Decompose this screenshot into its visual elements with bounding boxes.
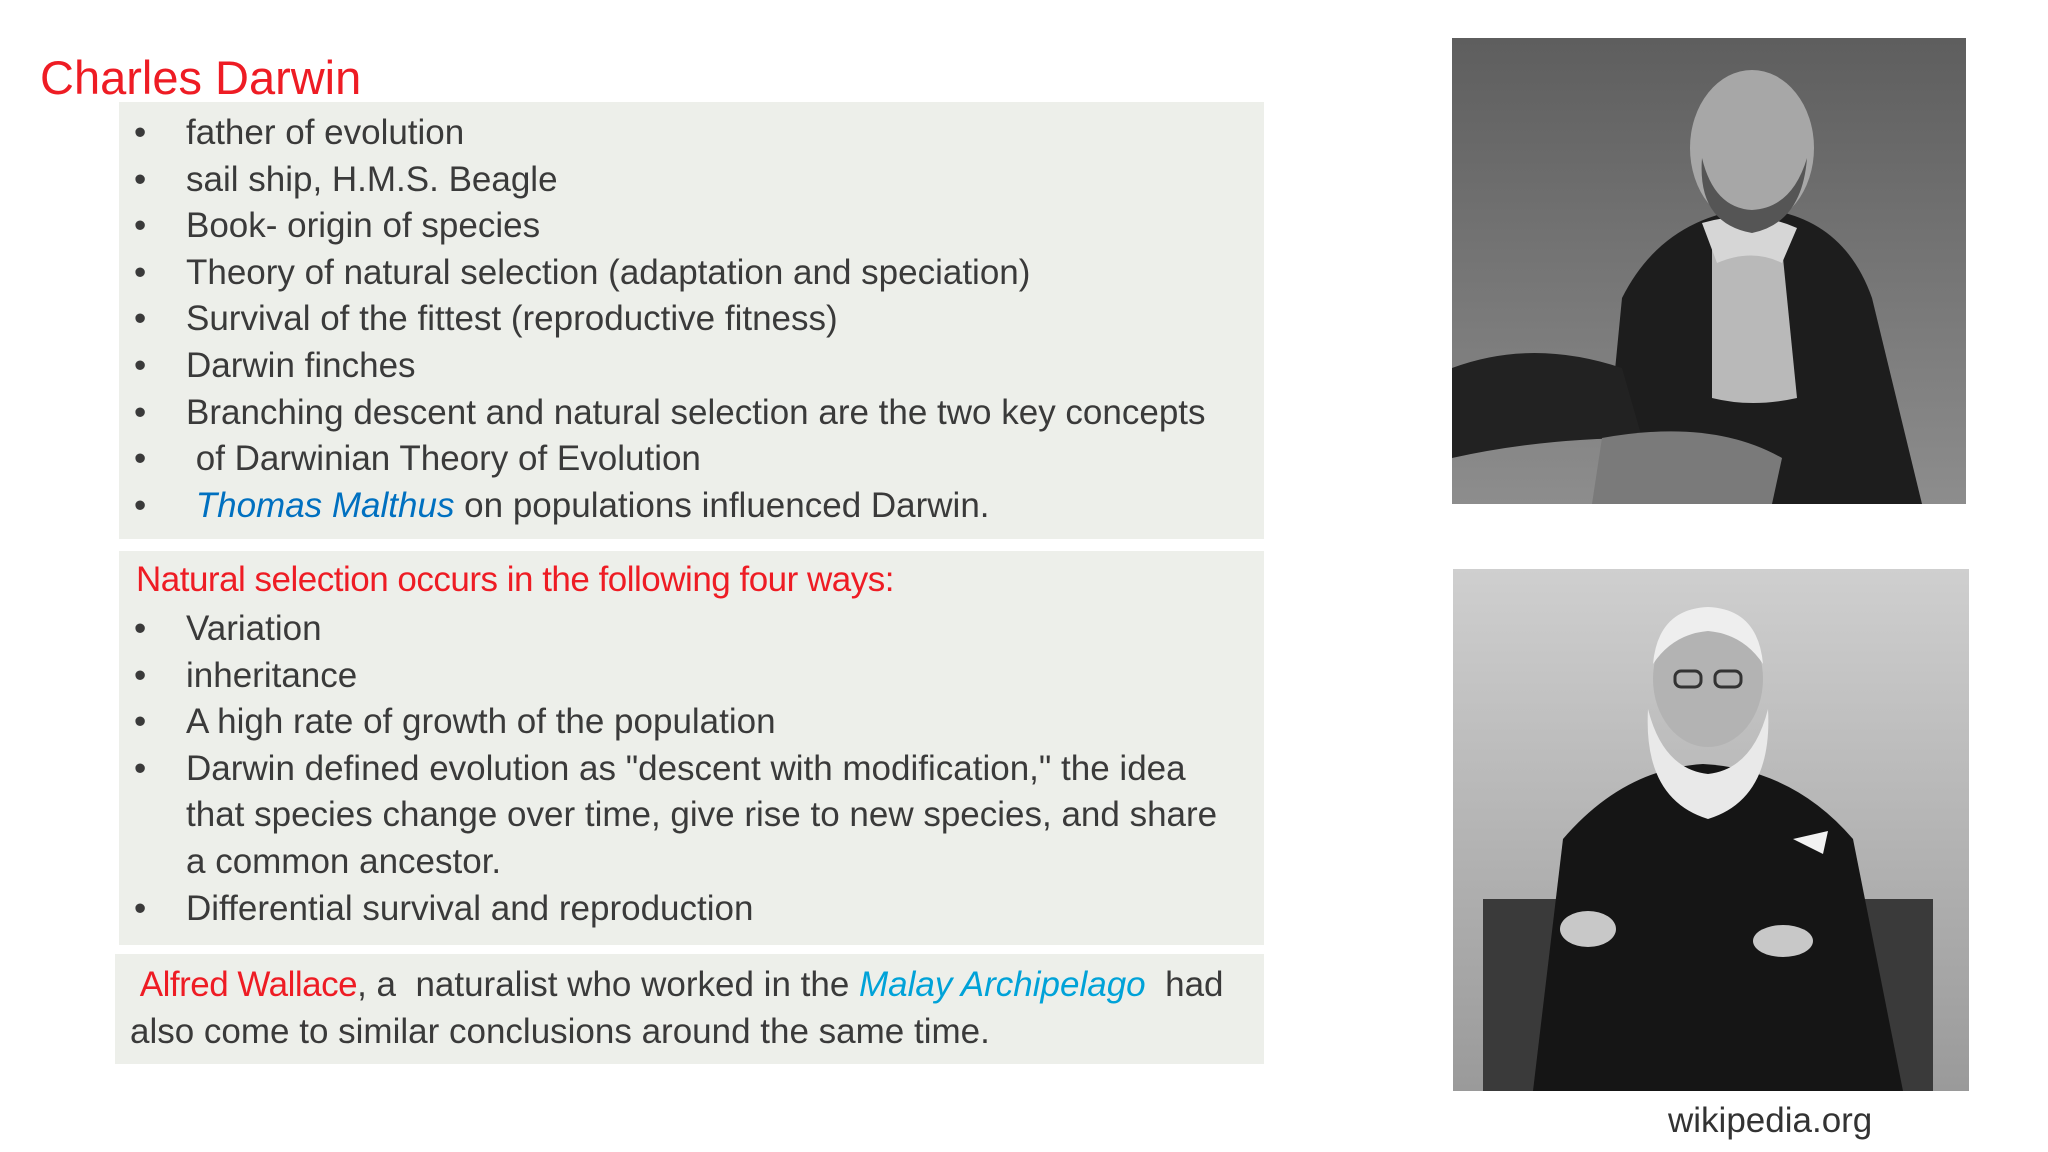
wallace-name: Alfred Wallace <box>139 965 358 1004</box>
list-item: • sail ship, H.M.S. Beagle <box>120 157 1260 204</box>
list-item: • Survival of the fittest (reproductive fitness) <box>120 296 1260 343</box>
malthus-name: Thomas Malthus <box>195 485 455 525</box>
list-item: • Differential survival and reproduction <box>120 886 1240 933</box>
list-item: • Darwin finches <box>120 343 1260 390</box>
malthus-text: on populations influenced Darwin. <box>454 485 990 525</box>
archipelago-name: Malay Archipelago <box>859 965 1146 1004</box>
list-item: • A high rate of growth of the population <box>120 699 1240 746</box>
natural-selection-list <box>120 606 1240 932</box>
darwin-portrait-image <box>1452 38 1966 504</box>
source-credit: wikipedia.org <box>1668 1101 1873 1140</box>
list-item: • Theory of natural selection (adaptation and speciation) <box>120 250 1260 297</box>
portrait-photo-icon <box>1453 569 1969 1091</box>
portrait-photo-icon <box>1452 38 1966 504</box>
slide-title: Charles Darwin <box>40 51 362 104</box>
wallace-portrait-image <box>1453 569 1969 1091</box>
list-item: • father of evolution <box>120 110 1260 157</box>
list-item-text: of Darwinian Theory of Evolution <box>186 439 701 479</box>
list-item: • Book- origin of species <box>120 203 1260 250</box>
list-item: • inheritance <box>120 653 1240 700</box>
wallace-text-b: had also come to similar conclusions around the same time. <box>130 965 1234 1051</box>
darwin-points-list <box>120 110 1260 529</box>
list-item: • Variation <box>120 606 1240 653</box>
natural-selection-heading: Natural selection occurs in the following four ways: <box>136 560 894 599</box>
list-item: • Branching descent and natural selection are the two key concepts <box>120 390 1260 437</box>
malthus-item <box>120 483 1260 530</box>
list-item: • Darwin defined evolution as "descent with modification," the idea that species change over time, give rise to new species, and share a common ancestor. <box>120 746 1240 886</box>
wallace-text-a: , a naturalist who worked in the <box>357 965 860 1004</box>
wallace-paragraph <box>130 962 1250 1055</box>
list-item <box>120 436 1260 483</box>
